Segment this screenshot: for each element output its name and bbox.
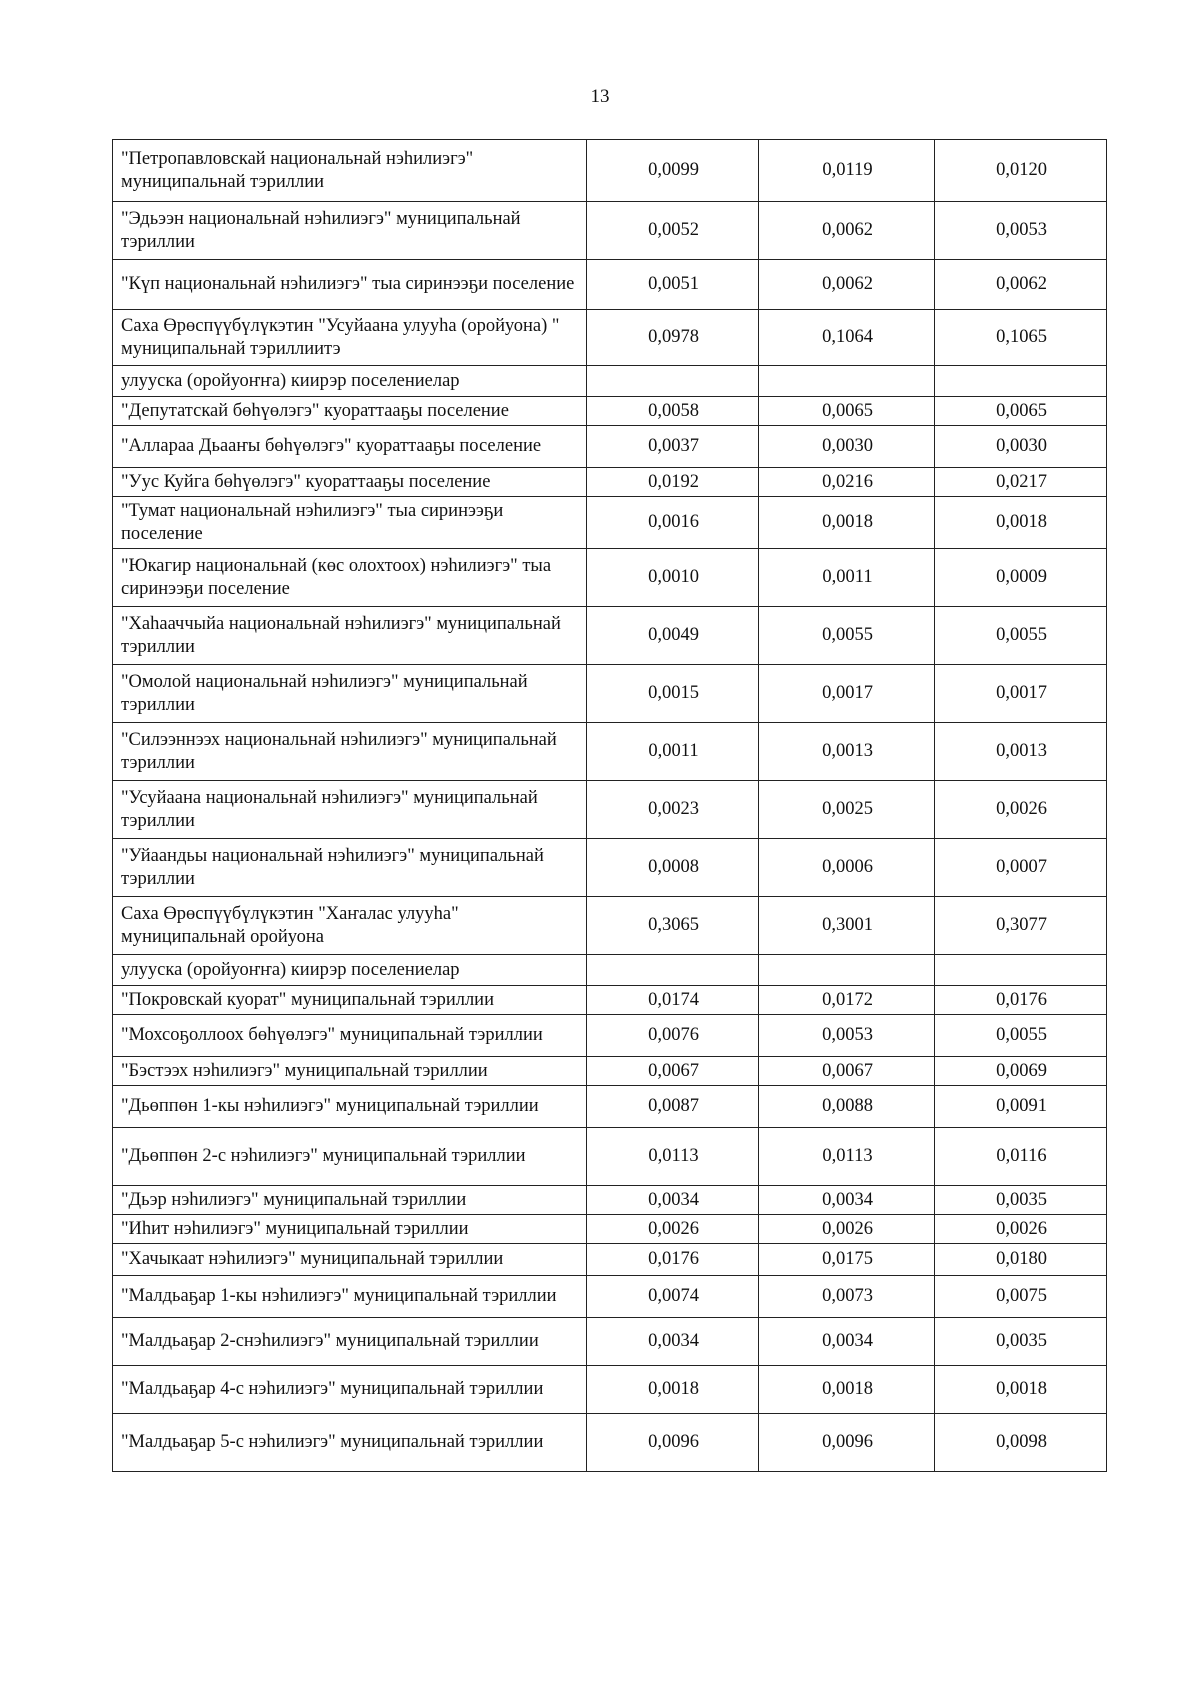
value-col1-cell: 0,0052 xyxy=(587,202,759,260)
municipality-name-cell: "Малдьаҕар 2-снэһилиэгэ" муниципальнай тэриллии xyxy=(113,1318,587,1366)
municipality-name-cell: "Тумат национальнай нэһилиэгэ" тыа сиринээҕи поселение xyxy=(113,497,587,549)
value-col1-cell: 0,0096 xyxy=(587,1414,759,1472)
municipality-name-cell: "Күп национальнай нэһилиэгэ" тыа сиринээҕи поселение xyxy=(113,260,587,310)
value-col3-cell: 0,1065 xyxy=(935,310,1107,366)
table-row xyxy=(113,1086,1107,1128)
table-row xyxy=(113,549,1107,607)
value-col1-cell: 0,0034 xyxy=(587,1318,759,1366)
value-col2-cell: 0,0013 xyxy=(759,723,935,781)
value-col1-cell: 0,0067 xyxy=(587,1057,759,1086)
value-col2-cell: 0,0062 xyxy=(759,202,935,260)
page-number: 13 xyxy=(590,86,610,107)
table-row xyxy=(113,140,1107,202)
value-col3-cell: 0,0035 xyxy=(935,1186,1107,1215)
value-col3-cell: 0,0018 xyxy=(935,1366,1107,1414)
value-col1-cell: 0,0016 xyxy=(587,497,759,549)
municipality-name-cell: "Усуйаана национальнай нэһилиэгэ" муниципальнай тэриллии xyxy=(113,781,587,839)
table-row xyxy=(113,1366,1107,1414)
municipality-name-cell: "Силээннээх национальнай нэһилиэгэ" муниципальнай тэриллии xyxy=(113,723,587,781)
value-col3-cell: 0,3077 xyxy=(935,897,1107,955)
value-col3-cell: 0,0030 xyxy=(935,426,1107,468)
value-col1-cell: 0,0051 xyxy=(587,260,759,310)
table-row xyxy=(113,310,1107,366)
value-col3-cell: 0,0055 xyxy=(935,607,1107,665)
value-col3-cell: 0,0065 xyxy=(935,397,1107,426)
value-col2-cell: 0,0018 xyxy=(759,1366,935,1414)
value-col1-cell: 0,0076 xyxy=(587,1015,759,1057)
value-col1-cell: 0,0192 xyxy=(587,468,759,497)
municipality-name-cell: "Бэстээх нэһилиэгэ" муниципальнай тэриллии xyxy=(113,1057,587,1086)
value-col2-cell: 0,0065 xyxy=(759,397,935,426)
value-col3-cell: 0,0035 xyxy=(935,1318,1107,1366)
value-col1-cell: 0,0023 xyxy=(587,781,759,839)
table-row xyxy=(113,1414,1107,1472)
value-col3-cell: 0,0116 xyxy=(935,1128,1107,1186)
value-col2-cell: 0,0055 xyxy=(759,607,935,665)
value-col1-cell: 0,0113 xyxy=(587,1128,759,1186)
table-row xyxy=(113,1215,1107,1244)
value-col1-cell: 0,0978 xyxy=(587,310,759,366)
value-col3-cell: 0,0007 xyxy=(935,839,1107,897)
value-col2-cell: 0,0030 xyxy=(759,426,935,468)
value-col1-cell: 0,0037 xyxy=(587,426,759,468)
value-col3-cell: 0,0009 xyxy=(935,549,1107,607)
value-col2-cell: 0,0006 xyxy=(759,839,935,897)
municipality-name-cell: улууска (оройуоҥҥа) киирэр поселениелар xyxy=(113,366,587,397)
value-col2-cell: 0,0017 xyxy=(759,665,935,723)
value-col2-cell: 0,0096 xyxy=(759,1414,935,1472)
value-col3-cell: 0,0053 xyxy=(935,202,1107,260)
value-col3-cell: 0,0013 xyxy=(935,723,1107,781)
table-row xyxy=(113,202,1107,260)
table-row xyxy=(113,955,1107,986)
value-col2-cell: 0,0119 xyxy=(759,140,935,202)
value-col2-cell xyxy=(759,955,935,986)
table-row xyxy=(113,1015,1107,1057)
value-col1-cell: 0,0049 xyxy=(587,607,759,665)
value-col3-cell: 0,0055 xyxy=(935,1015,1107,1057)
value-col1-cell: 0,0074 xyxy=(587,1276,759,1318)
table-row xyxy=(113,1128,1107,1186)
value-col2-cell: 0,0175 xyxy=(759,1244,935,1276)
value-col3-cell: 0,0062 xyxy=(935,260,1107,310)
table-row xyxy=(113,1318,1107,1366)
value-col1-cell: 0,0011 xyxy=(587,723,759,781)
municipality-name-cell: "Уус Куйга бөһүөлэгэ" куораттааҕы поселение xyxy=(113,468,587,497)
value-col3-cell: 0,0217 xyxy=(935,468,1107,497)
value-col2-cell: 0,0053 xyxy=(759,1015,935,1057)
value-col2-cell: 0,0067 xyxy=(759,1057,935,1086)
value-col3-cell: 0,0120 xyxy=(935,140,1107,202)
value-col2-cell: 0,0172 xyxy=(759,986,935,1015)
value-col2-cell: 0,0026 xyxy=(759,1215,935,1244)
municipality-name-cell: "Омолой национальнай нэһилиэгэ" муниципальнай тэриллии xyxy=(113,665,587,723)
value-col2-cell: 0,0062 xyxy=(759,260,935,310)
municipality-name-cell: "Аллараа Дьааҥы бөһүөлэгэ" куораттааҕы поселение xyxy=(113,426,587,468)
value-col1-cell xyxy=(587,366,759,397)
table-row xyxy=(113,497,1107,549)
value-col2-cell: 0,0113 xyxy=(759,1128,935,1186)
table-row xyxy=(113,665,1107,723)
value-col1-cell: 0,0034 xyxy=(587,1186,759,1215)
value-col1-cell: 0,0026 xyxy=(587,1215,759,1244)
municipality-name-cell: улууска (оройуоҥҥа) киирэр поселениелар xyxy=(113,955,587,986)
value-col1-cell: 0,0015 xyxy=(587,665,759,723)
municipality-name-cell: "Дьэр нэһилиэгэ" муниципальнай тэриллии xyxy=(113,1186,587,1215)
municipality-name-cell: "Юкагир национальнай (көс олохтоох) нэһилиэгэ" тыа сиринээҕи поселение xyxy=(113,549,587,607)
value-col1-cell: 0,0176 xyxy=(587,1244,759,1276)
value-col2-cell: 0,0034 xyxy=(759,1186,935,1215)
municipality-name-cell: "Депутатскай бөһүөлэгэ" куораттааҕы поселение xyxy=(113,397,587,426)
municipality-name-cell: "Петропавловскай национальнай нэһилиэгэ" муниципальнай тэриллии xyxy=(113,140,587,202)
value-col3-cell: 0,0098 xyxy=(935,1414,1107,1472)
table-row xyxy=(113,1276,1107,1318)
table-row xyxy=(113,781,1107,839)
value-col2-cell: 0,3001 xyxy=(759,897,935,955)
value-col2-cell: 0,0088 xyxy=(759,1086,935,1128)
value-col3-cell: 0,0176 xyxy=(935,986,1107,1015)
value-col3-cell xyxy=(935,955,1107,986)
table-row xyxy=(113,839,1107,897)
municipality-name-cell: "Малдьаҕар 1-кы нэһилиэгэ" муниципальнай тэриллии xyxy=(113,1276,587,1318)
value-col2-cell: 0,1064 xyxy=(759,310,935,366)
value-col2-cell: 0,0216 xyxy=(759,468,935,497)
value-col1-cell: 0,0058 xyxy=(587,397,759,426)
value-col2-cell: 0,0034 xyxy=(759,1318,935,1366)
table-row xyxy=(113,397,1107,426)
value-col3-cell: 0,0018 xyxy=(935,497,1107,549)
table-row xyxy=(113,468,1107,497)
value-col3-cell: 0,0091 xyxy=(935,1086,1107,1128)
value-col2-cell: 0,0073 xyxy=(759,1276,935,1318)
data-table xyxy=(112,139,1107,1472)
municipality-name-cell: Саха Өрөспүүбүлүкэтин "Усуйаана улууһа (оройуона) " муниципальнай тэриллиитэ xyxy=(113,310,587,366)
value-col1-cell: 0,0010 xyxy=(587,549,759,607)
table-row xyxy=(113,986,1107,1015)
value-col1-cell: 0,0174 xyxy=(587,986,759,1015)
value-col2-cell: 0,0018 xyxy=(759,497,935,549)
value-col3-cell xyxy=(935,366,1107,397)
municipality-name-cell: "Хаһааччыйа национальнай нэһилиэгэ" муниципальнай тэриллии xyxy=(113,607,587,665)
value-col3-cell: 0,0026 xyxy=(935,781,1107,839)
table-row xyxy=(113,607,1107,665)
table-row xyxy=(113,260,1107,310)
value-col2-cell: 0,0011 xyxy=(759,549,935,607)
table-row xyxy=(113,1057,1107,1086)
municipality-name-cell: "Покровскай куорат" муниципальнай тэриллии xyxy=(113,986,587,1015)
value-col3-cell: 0,0017 xyxy=(935,665,1107,723)
table-body xyxy=(113,140,1107,1472)
table-row xyxy=(113,426,1107,468)
value-col1-cell: 0,0087 xyxy=(587,1086,759,1128)
value-col3-cell: 0,0026 xyxy=(935,1215,1107,1244)
municipality-name-cell: "Малдьаҕар 4-с нэһилиэгэ" муниципальнай тэриллии xyxy=(113,1366,587,1414)
value-col2-cell xyxy=(759,366,935,397)
municipality-name-cell: "Дьөппөн 2-с нэһилиэгэ" муниципальнай тэриллии xyxy=(113,1128,587,1186)
value-col3-cell: 0,0180 xyxy=(935,1244,1107,1276)
municipality-name-cell: "Мохсоҕоллоох бөһүөлэгэ" муниципальнай тэриллии xyxy=(113,1015,587,1057)
municipality-name-cell: "Малдьаҕар 5-с нэһилиэгэ" муниципальнай тэриллии xyxy=(113,1414,587,1472)
value-col1-cell: 0,3065 xyxy=(587,897,759,955)
table-row xyxy=(113,1244,1107,1276)
municipality-name-cell: "Иһит нэһилиэгэ" муниципальнай тэриллии xyxy=(113,1215,587,1244)
value-col1-cell: 0,0008 xyxy=(587,839,759,897)
value-col3-cell: 0,0075 xyxy=(935,1276,1107,1318)
municipality-name-cell: "Хачыкаат нэһилиэгэ" муниципальнай тэриллии xyxy=(113,1244,587,1276)
value-col1-cell xyxy=(587,955,759,986)
value-col2-cell: 0,0025 xyxy=(759,781,935,839)
table-row xyxy=(113,366,1107,397)
table-row xyxy=(113,1186,1107,1215)
table-row xyxy=(113,897,1107,955)
municipality-name-cell: Саха Өрөспүүбүлүкэтин "Хаҥалас улууһа" муниципальнай оройуона xyxy=(113,897,587,955)
table-row xyxy=(113,723,1107,781)
municipality-name-cell: "Уйаандьы национальнай нэһилиэгэ" муниципальнай тэриллии xyxy=(113,839,587,897)
municipality-name-cell: "Дьөппөн 1-кы нэһилиэгэ" муниципальнай тэриллии xyxy=(113,1086,587,1128)
value-col1-cell: 0,0018 xyxy=(587,1366,759,1414)
value-col1-cell: 0,0099 xyxy=(587,140,759,202)
municipality-name-cell: "Эдьээн национальнай нэһилиэгэ" муниципальнай тэриллии xyxy=(113,202,587,260)
value-col3-cell: 0,0069 xyxy=(935,1057,1107,1086)
